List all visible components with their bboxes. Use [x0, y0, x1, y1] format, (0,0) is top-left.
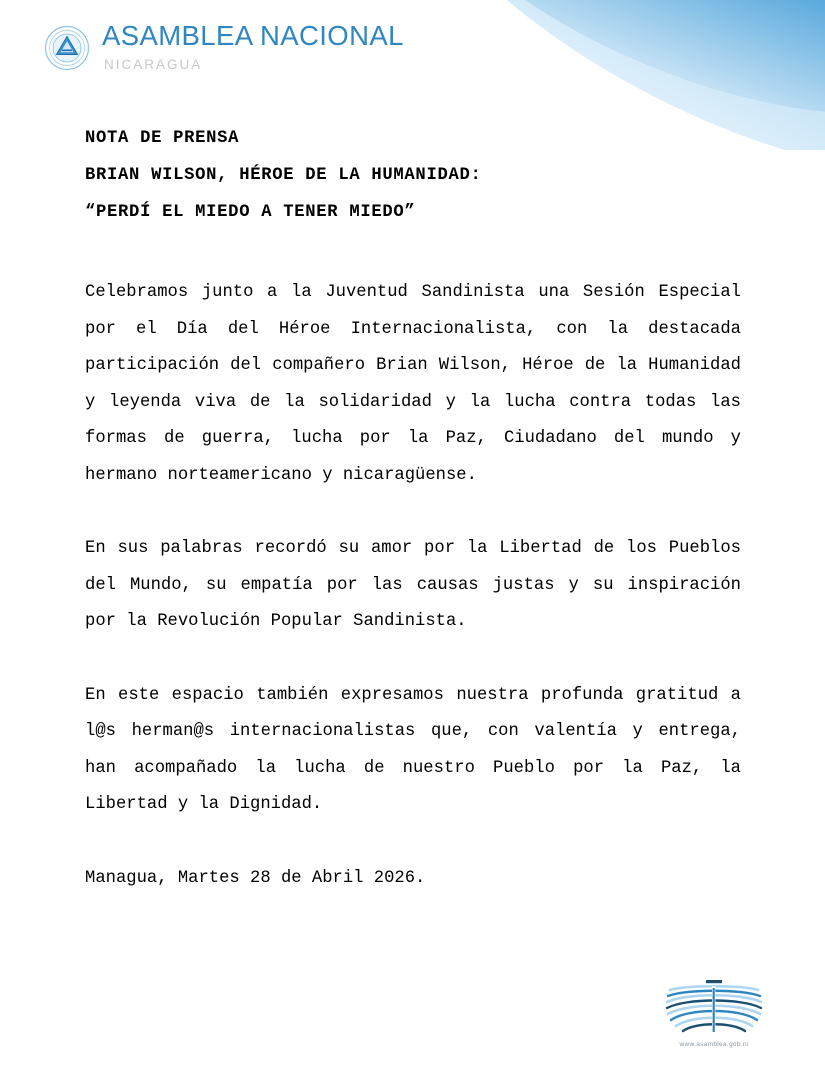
document-heading	[85, 120, 741, 231]
national-seal-triangle-icon	[44, 25, 90, 71]
assembly-globe-arcs-logo	[654, 978, 774, 1036]
heading-line-3: “PERDÍ EL MIEDO A TENER MIEDO”	[85, 203, 416, 222]
paragraph-2: En sus palabras recordó su amor por la Libertad de los Pueblos del Mundo, su empatía por las causas justas y su inspiración por la Revolución Popular Sandinista.	[85, 539, 741, 631]
paragraph-1: Celebramos junto a la Juventud Sandinista una Sesión Especial por el Día del Héroe Internacionalista, con la destacada participación del compañero Brian Wilson, Héroe de la Humanidad y leyenda viva de la solidaridad y la lucha contra todas las formas de guerra, lucha por la Paz, Ciudadano del mundo y hermano norteamericano y nicaragüense.	[85, 283, 741, 485]
header-brand	[44, 22, 404, 71]
closing-dateline: Managua, Martes 28 de Abril 2026.	[85, 868, 426, 888]
footer-url: www.asamblea.gob.ni	[679, 1041, 749, 1048]
spacer	[85, 641, 741, 678]
paragraph-3: En este espacio también expresamos nuestra profunda gratitud a l@s herman@s internacionalistas que, con valentía y entrega, han acompañado la lucha de nuestro Pueblo por la Paz, la Libertad y la Dignidad.	[85, 685, 741, 814]
footer-logo-block	[634, 978, 794, 1048]
org-name: ASAMBLEA NACIONAL	[102, 20, 404, 51]
heading-line-2: BRIAN WILSON, HÉROE DE LA HUMANIDAD:	[85, 166, 482, 185]
document-body	[85, 120, 741, 897]
heading-line-1: NOTA DE PRENSA	[85, 129, 240, 148]
spacer	[85, 231, 741, 275]
spacer	[85, 494, 741, 531]
spacer	[85, 824, 741, 861]
org-country: NICARAGUA	[104, 56, 203, 72]
